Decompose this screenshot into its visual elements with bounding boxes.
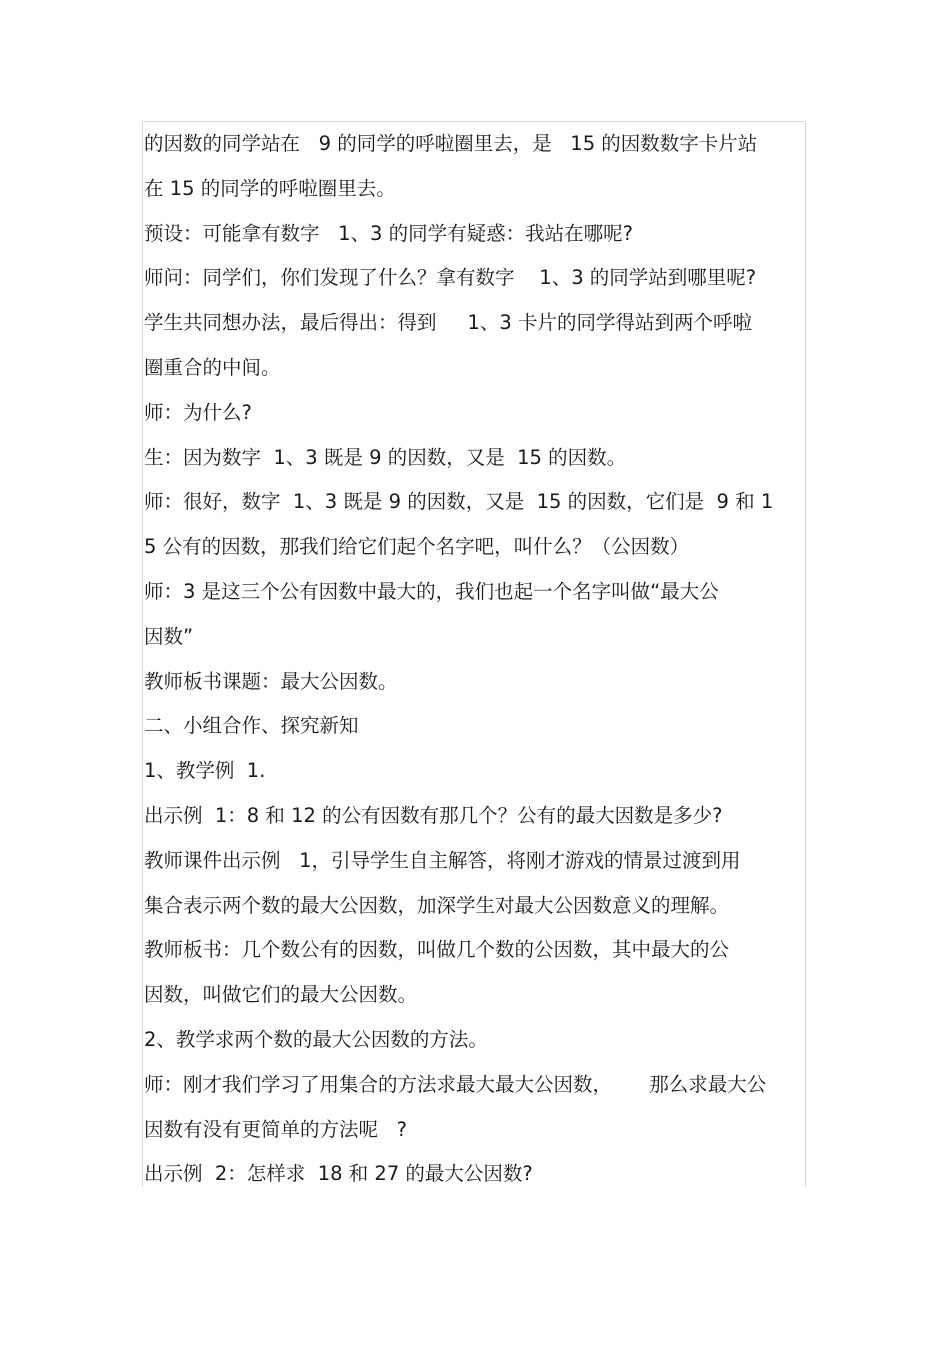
text-line: 预设：可能拿有数字 1、3 的同学有疑惑：我站在哪呢? [144,221,633,245]
text-line: 出示例 1：8 和 12 的公有因数有那几个？公有的最大因数是多少? [144,803,723,827]
text-line: 学生共同想办法，最后得出：得到 1、3 卡片的同学得站到两个呼啦 [144,311,753,335]
text-line: 集合表示两个数的最大公因数，加深学生对最大公因数意义的理解。 [144,893,730,917]
text-line: 师问：同学们，你们发现了什么？拿有数字 1、3 的同学站到哪里呢? [144,266,757,290]
text-line: 师：刚才我们学习了用集合的方法求最大最大公因数， 那么求最大公 [144,1072,767,1096]
section-heading: 二、小组合作、探究新知 [144,714,359,738]
text-line: 的因数的同学站在 9 的同学的呼啦圈里去，是 15 的因数数字卡片站 [144,132,758,155]
text-line: 5 公有的因数，那我们给它们起个名字吧，叫什么？（公因数） [144,535,690,559]
subsection-heading: 1、教学例 1. [144,759,266,783]
subsection-heading: 2、教学求两个数的最大公因数的方法。 [144,1027,488,1051]
text-line: 教师板书：几个数公有的因数，叫做几个数的公因数，其中最大的公 [144,938,730,962]
text-line: 师：3 是这三个公有因数中最大的，我们也起一个名字叫做“最大公 [144,579,719,603]
text-line: 教师板书课题：最大公因数。 [144,669,398,693]
text-line: 师：为什么? [144,400,252,424]
text-line: 因数” [144,624,194,648]
text-line: 因数，叫做它们的最大公因数。 [144,983,418,1007]
text-line: 生：因为数字 1、3 既是 9 的因数，又是 15 的因数。 [144,445,627,469]
text-line: 教师课件出示例 1，引导学生自主解答，将刚才游戏的情景过渡到用 [144,848,741,872]
text-line: 在 15 的同学的呼啦圈里去。 [144,176,396,200]
text-line: 师：很好，数字 1、3 既是 9 的因数，又是 15 的因数，它们是 9 和 1 [144,490,774,514]
text-line: 圈重合的中间。 [144,355,281,379]
text-line: 因数有没有更简单的方法呢 ? [144,1117,407,1141]
document-body [144,122,808,1197]
text-line: 出示例 2：怎样求 18 和 27 的最大公因数? [144,1162,533,1186]
